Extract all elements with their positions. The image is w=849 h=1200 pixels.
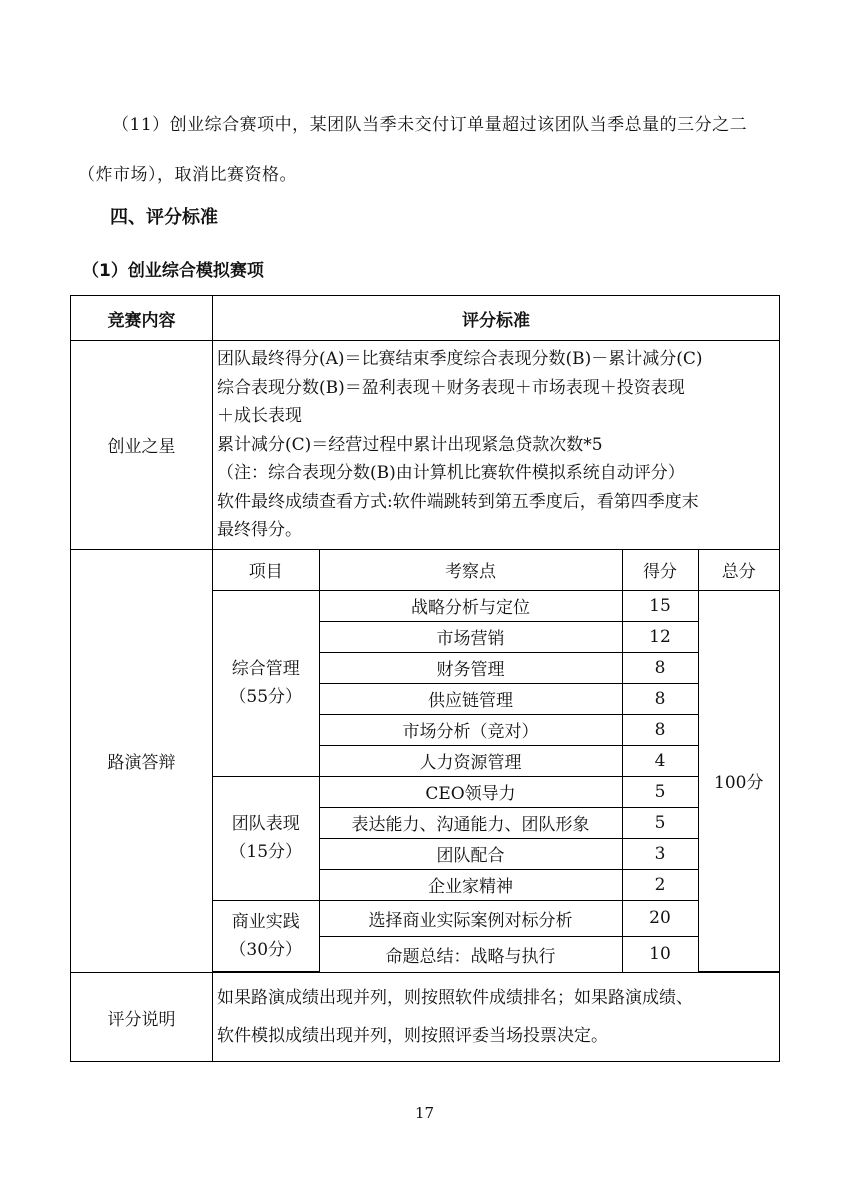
point-cell: 财务管理 <box>319 652 622 683</box>
point-cell: CEO领导力 <box>319 776 622 807</box>
group-cell <box>213 776 319 900</box>
group-name: 综合管理 <box>231 659 300 679</box>
score-cell: 20 <box>622 900 698 936</box>
group-sub: （15分） <box>229 842 303 862</box>
total-cell: 100分 <box>698 590 779 972</box>
star-line: 综合表现分数(B)＝盈利表现＋财务表现＋市场表现＋投资表现 <box>217 377 685 398</box>
score-cell: 5 <box>622 776 698 807</box>
row-label-star: 创业之星 <box>71 341 213 550</box>
note-text <box>213 973 780 1062</box>
page-number: 17 <box>414 1104 435 1122</box>
note-line: 如果路演成绩出现并列，则按照软件成绩排名；如果路演成绩、 <box>217 988 693 1008</box>
score-cell: 15 <box>622 590 698 621</box>
group-cell <box>213 900 319 972</box>
score-cell: 4 <box>622 745 698 776</box>
point-cell: 命题总结：战略与执行 <box>319 936 622 972</box>
star-line: 累计减分(C)＝经营过程中累计出现紧急贷款次数*5 <box>217 434 603 455</box>
star-line: （注：综合表现分数(B)由计算机比赛软件模拟系统自动评分） <box>217 463 685 483</box>
note-line: 软件模拟成绩出现并列，则按照评委当场投票决定。 <box>217 1026 608 1046</box>
section-heading: 四、评分标准 <box>110 207 218 228</box>
score-cell: 12 <box>622 621 698 652</box>
point-cell: 战略分析与定位 <box>319 590 622 621</box>
point-cell: 人力资源管理 <box>319 745 622 776</box>
point-cell: 市场分析（竞对） <box>319 714 622 745</box>
point-cell: 表达能力、沟通能力、团队形象 <box>319 807 622 838</box>
score-cell: 8 <box>622 683 698 714</box>
score-cell: 8 <box>622 652 698 683</box>
row-label-roadshow: 路演答辩 <box>71 549 213 973</box>
rs-header-score: 得分 <box>622 550 698 591</box>
point-cell: 供应链管理 <box>319 683 622 714</box>
scoring-table <box>70 295 780 1062</box>
point-cell: 市场营销 <box>319 621 622 652</box>
group-sub: （55分） <box>229 687 303 707</box>
star-line: ＋成长表现 <box>217 406 302 426</box>
star-line: 最终得分。 <box>217 520 302 540</box>
star-line: 团队最终得分(A)＝比赛结束季度综合表现分数(B)－累计减分(C) <box>217 349 703 369</box>
point-cell: 企业家精神 <box>319 869 622 900</box>
score-cell: 10 <box>622 936 698 972</box>
group-name: 商业实践 <box>231 911 300 932</box>
col-header-content: 竞赛内容 <box>71 296 213 341</box>
score-cell: 8 <box>622 714 698 745</box>
rs-header-total: 总分 <box>698 550 779 591</box>
point-cell: 选择商业实际案例对标分析 <box>319 900 622 936</box>
group-sub: （30分） <box>229 939 303 960</box>
intro-paragraph: （11）创业综合赛项中，某团队当季未交付订单量超过该团队当季总量的三分之二（炸市场），取消比赛资格。 <box>78 115 748 185</box>
star-criteria <box>213 341 780 550</box>
col-header-criteria: 评分标准 <box>213 296 780 341</box>
score-cell: 3 <box>622 838 698 869</box>
score-cell: 5 <box>622 807 698 838</box>
group-cell <box>213 590 319 776</box>
star-line: 软件最终成绩查看方式:软件端跳转到第五季度后，看第四季度末 <box>217 491 699 512</box>
rs-header-item: 项目 <box>213 550 319 591</box>
group-name: 团队表现 <box>231 814 300 834</box>
rs-header-point: 考察点 <box>319 550 622 591</box>
score-cell: 2 <box>622 869 698 900</box>
point-cell: 团队配合 <box>319 838 622 869</box>
roadshow-cell <box>213 549 780 973</box>
row-label-note: 评分说明 <box>71 973 213 1062</box>
subsection-heading: （1）创业综合模拟赛项 <box>82 261 264 281</box>
roadshow-table <box>213 550 779 973</box>
